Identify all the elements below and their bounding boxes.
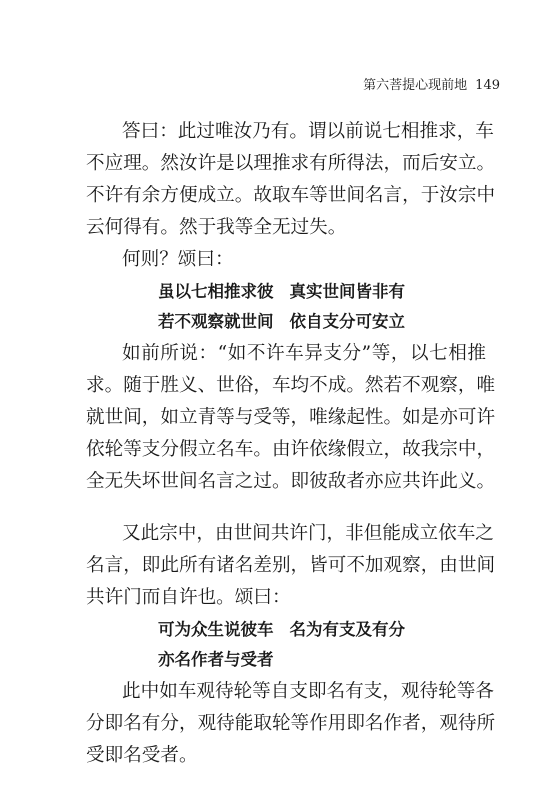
verse-hemistich: 名为有支及有分 bbox=[289, 620, 405, 639]
paragraph3-line: 又此宗中，由世间共许门，非但能成立依车之 bbox=[122, 523, 494, 544]
verse-line bbox=[158, 282, 405, 302]
paragraph1-line: 云何得有。然于我等全无过失。 bbox=[86, 217, 347, 238]
verse-line bbox=[158, 650, 274, 670]
paragraph3-line: 名言，即此所有诸名差别，皆可不加观察，由世间 bbox=[86, 555, 496, 576]
paragraph2-line: 依轮等支分假立名车。由许依缘假立，故我宗中， bbox=[86, 439, 496, 460]
page-number: 149 bbox=[475, 78, 500, 93]
running-header bbox=[363, 74, 500, 93]
verse-line bbox=[158, 620, 405, 640]
verse-hemistich: 虽以七相推求彼 bbox=[158, 282, 274, 301]
paragraph3-line: 共许门而自许也。颂曰： bbox=[86, 587, 291, 608]
verse-intro: 何则？颂曰： bbox=[122, 249, 234, 270]
paragraph4-line: 分即名有分，观待能取轮等作用即名作者，观待所 bbox=[86, 713, 496, 734]
paragraph2-line: 就世间，如立青等与受等，唯缘起性。如是亦可许 bbox=[86, 407, 496, 428]
verse-hemistich: 可为众生说彼车 bbox=[158, 620, 274, 639]
paragraph2-line: 全无失坏世间名言之过。即彼敌者亦应共许此义。 bbox=[86, 471, 496, 492]
paragraph2-line: 如前所说：“如不许车异支分”等，以七相推 bbox=[122, 343, 486, 364]
paragraph4-line: 受即名受者。 bbox=[86, 745, 198, 766]
paragraph4-line: 此中如车观待轮等自支即名有支，观待轮等各 bbox=[122, 681, 494, 702]
paragraph1-line: 答曰：此过唯汝乃有。谓以前说七相推求，车 bbox=[122, 121, 494, 142]
verse-hemistich: 亦名作者与受者 bbox=[158, 650, 274, 669]
verse-hemistich: 若不观察就世间 bbox=[158, 312, 274, 331]
verse-line bbox=[158, 312, 405, 332]
paragraph2-line: 求。随于胜义、世俗，车均不成。然若不观察，唯 bbox=[86, 375, 496, 396]
verse-hemistich: 依自支分可安立 bbox=[289, 312, 405, 331]
verse-hemistich: 真实世间皆非有 bbox=[289, 282, 405, 301]
paragraph1-line: 不许有余方便成立。故取车等世间名言，于汝宗中 bbox=[86, 185, 496, 206]
paragraph1-line: 不应理。然汝许是以理推求有所得法，而后安立。 bbox=[86, 153, 496, 174]
chapter-title: 第六菩提心现前地 bbox=[363, 78, 468, 93]
